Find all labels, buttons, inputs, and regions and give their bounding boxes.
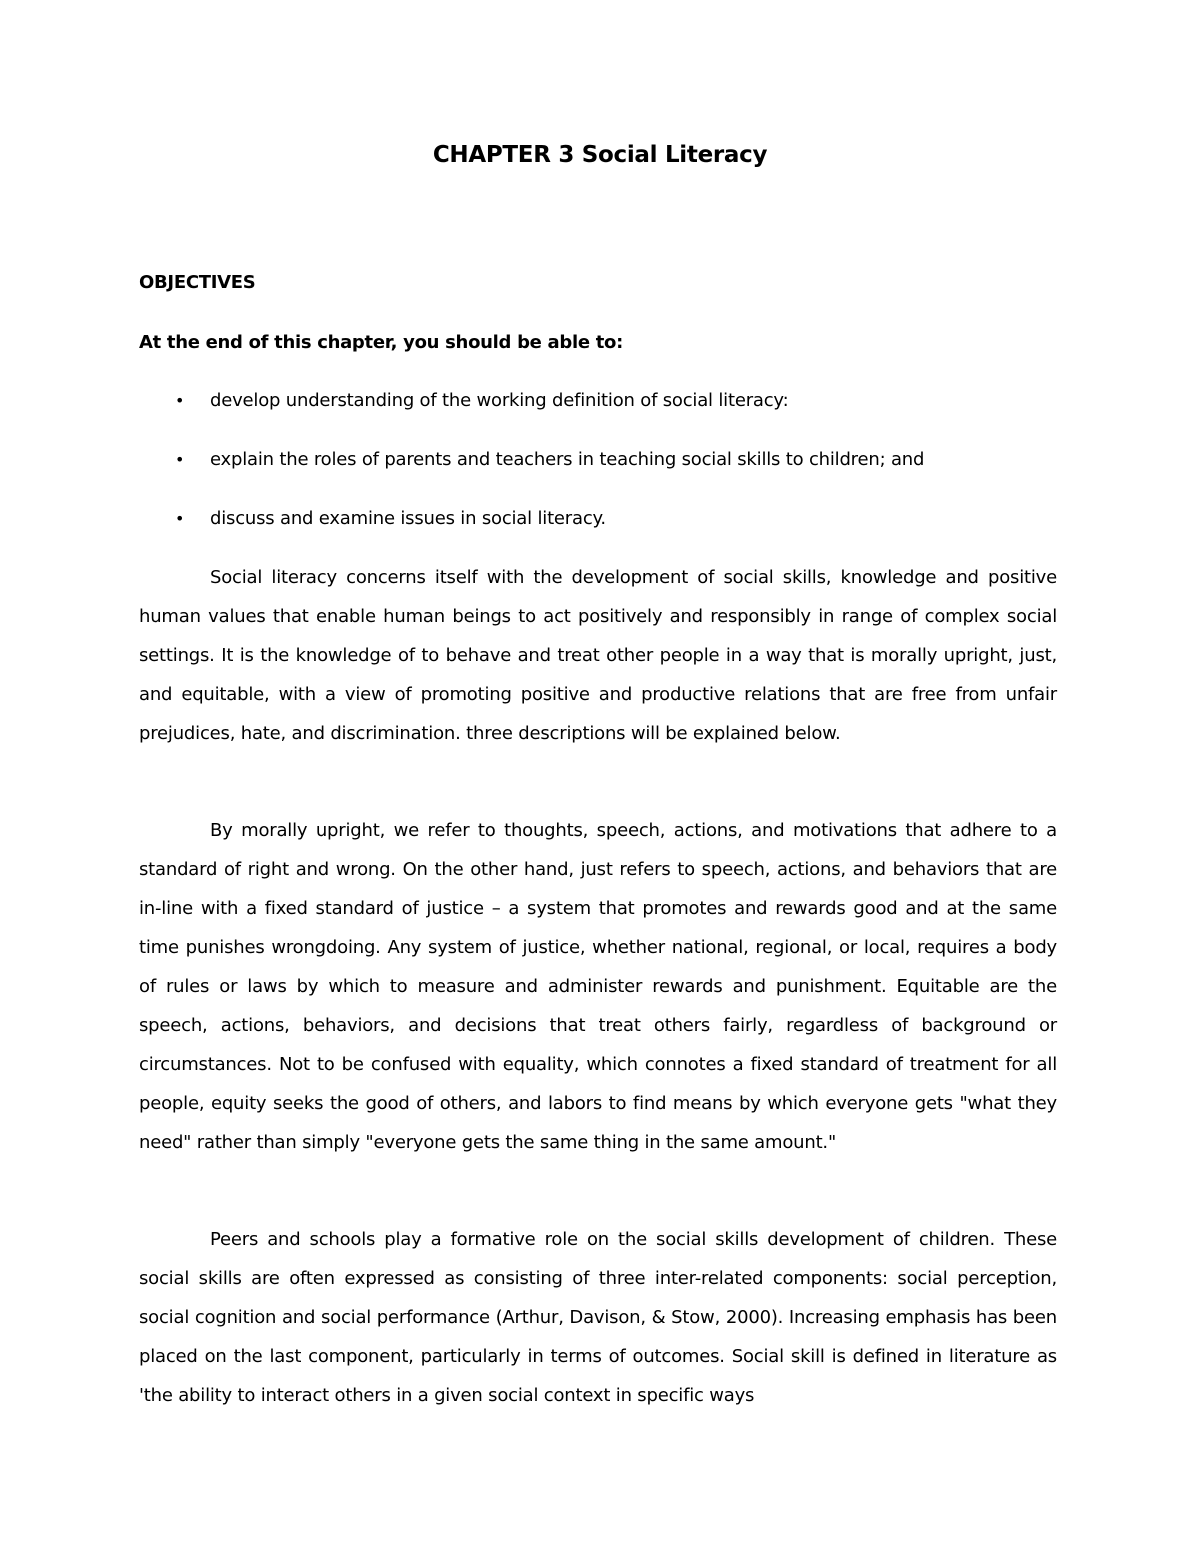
bullet-icon: •	[175, 509, 185, 528]
bullet-icon: •	[175, 391, 185, 410]
objectives-list	[139, 389, 1059, 566]
objective-text: explain the roles of parents and teachers in teaching social skills to children; and	[210, 449, 925, 470]
objective-text: discuss and examine issues in social literacy.	[210, 508, 606, 529]
bullet-icon: •	[175, 450, 185, 469]
body-paragraph: By morally upright, we refer to thoughts, speech, actions, and motivations that adhere to a standard of right and wrong. On the other hand, just refers to speech, actions, and behaviors that are in-line with a fixed standard of justice – a system that promotes and rewards good and at the same time punishes wrongdoing. Any system of justice, whether national, regional, or local, requires a body of rules or laws by which to measure and administer rewards and punishment. Equitable are the speech, actions, behaviors, and decisions that treat others fairly, regardless of background or circumstances. Not to be confused with equality, which connotes a fixed standard of treatment for all people, equity seeks the good of others, and labors to find means by which everyone gets "what they need" rather than simply "everyone gets the same thing in the same amount."	[139, 820, 1057, 1153]
list-item	[139, 389, 1059, 448]
objective-text: develop understanding of the working definition of social literacy:	[210, 390, 789, 411]
body-paragraph: Social literacy concerns itself with the development of social skills, knowledge and positive human values that enable human beings to act positively and responsibly in range of complex social settings. It is the knowledge of to behave and treat other people in a way that is morally upright, just, and equitable, with a view of promoting positive and productive relations that are free from unfair prejudices, hate, and discrimination. three descriptions will be explained below.	[139, 567, 1057, 744]
objectives-intro: At the end of this chapter, you should be able to:	[139, 332, 623, 353]
list-item	[139, 448, 1059, 507]
chapter-title: CHAPTER 3 Social Literacy	[432, 142, 768, 168]
body-paragraph: Peers and schools play a formative role on the social skills development of children. These social skills are often expressed as consisting of three inter-related components: social perception, social cognition and social performance (Arthur, Davison, & Stow, 2000). Increasing emphasis has been placed on the last component, particularly in terms of outcomes. Social skill is defined in literature as 'the ability to interact others in a given social context in specific ways	[139, 1229, 1057, 1406]
objectives-heading: OBJECTIVES	[139, 272, 256, 293]
